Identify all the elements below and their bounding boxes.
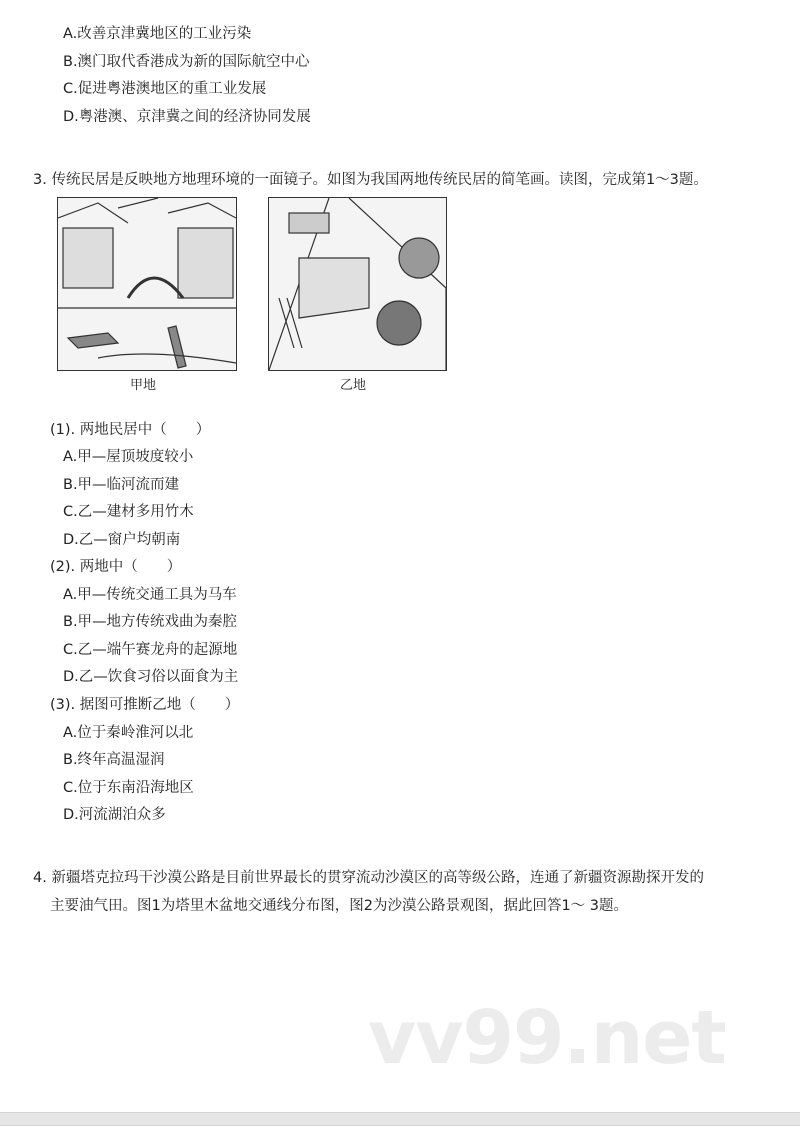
q3-stem: 3. 传统民居是反映地方地理环境的一面镜子。如图为我国两地传统民居的简笔画。读图，完成第1～3题。 (33, 172, 708, 188)
watermark: vv99.net (368, 995, 726, 1081)
caption-jia: 甲地 (130, 378, 157, 393)
caption-yi: 乙地 (340, 378, 367, 393)
q2-option-a: A.改善京津冀地区的工业污染 (63, 26, 252, 42)
sub2-option-a: A.甲—传统交通工具为马车 (63, 587, 237, 603)
sub2-option-c: C.乙—端午赛龙舟的起源地 (63, 642, 238, 658)
sub1-option-b: B.甲—临河流而建 (63, 477, 180, 493)
sketch-water-town (58, 198, 236, 370)
q4-stem-line2: 主要油气田。图1为塔里木盆地交通线分布图，图2为沙漠公路景观图，据此回答1～ 3题。 (50, 898, 629, 914)
q2-option-d: D.粤港澳、京津冀之间的经济协同发展 (63, 109, 311, 125)
sub1-option-c: C.乙—建材多用竹木 (63, 504, 194, 520)
q2-option-c: C.促进粤港澳地区的重工业发展 (63, 81, 267, 97)
sub3-option-c: C.位于东南沿海地区 (63, 780, 194, 796)
sub3-option-a: A.位于秦岭淮河以北 (63, 725, 194, 741)
figure-jia (57, 197, 237, 371)
sub2-stem: (2). 两地中（ ） (50, 559, 182, 575)
figure-yi (268, 197, 447, 371)
sub1-option-d: D.乙—窗户均朝南 (63, 532, 181, 548)
sub2-option-b: B.甲—地方传统戏曲为秦腔 (63, 614, 238, 630)
q4-stem-line1: 4. 新疆塔克拉玛干沙漠公路是目前世界最长的贯穿流动沙漠区的高等级公路，连通了新疆资源勘探开发的 (33, 870, 704, 886)
page-separator (0, 1112, 800, 1126)
q2-option-b: B.澳门取代香港成为新的国际航空中心 (63, 54, 310, 70)
sub1-stem: (1). 两地民居中（ ） (50, 422, 211, 438)
sketch-courtyard (269, 198, 446, 370)
sub3-option-b: B.终年高温湿润 (63, 752, 165, 768)
sub3-stem: (3). 据图可推断乙地（ ） (50, 697, 240, 713)
sub2-option-d: D.乙—饮食习俗以面食为主 (63, 669, 239, 685)
sub1-option-a: A.甲—屋顶坡度较小 (63, 449, 194, 465)
sub3-option-d: D.河流湖泊众多 (63, 807, 166, 823)
